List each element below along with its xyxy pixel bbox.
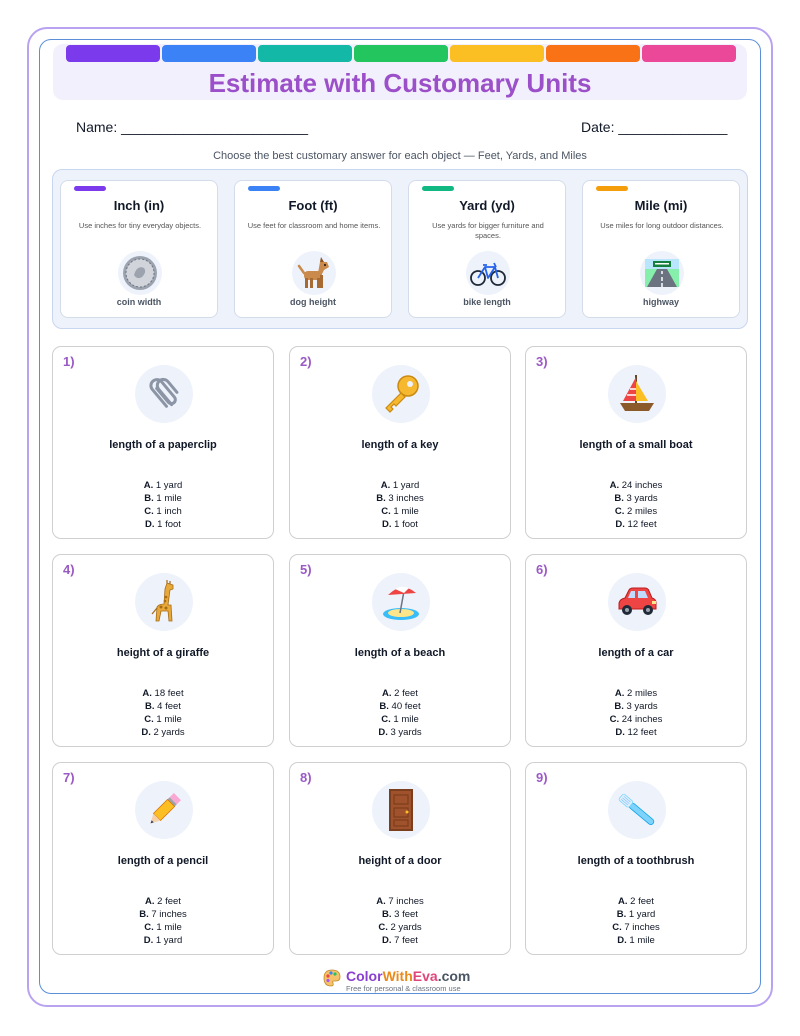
unit-title: Foot (ft) (288, 198, 338, 213)
answer-option[interactable]: D. 2 yards (141, 727, 185, 738)
answer-choices (290, 687, 510, 739)
question-prompt: height of a door (358, 855, 442, 867)
answer-choices (290, 479, 510, 531)
unit-description: Use yards for bigger furniture and spaces. (432, 221, 544, 240)
example-label: highway (642, 297, 679, 307)
answer-choices (53, 687, 273, 739)
answer-option[interactable]: D. 1 yard (143, 935, 183, 946)
answer-option[interactable]: A. 18 feet (142, 688, 184, 699)
reference-card-foot (234, 180, 392, 318)
paperclip-icon (135, 365, 193, 423)
answer-choices (53, 479, 273, 531)
beach-icon (372, 573, 430, 631)
rainbow-segment (162, 45, 256, 62)
question-card (52, 762, 274, 955)
key-icon (372, 365, 430, 423)
question-card (525, 762, 747, 955)
highway-icon (640, 251, 684, 295)
question-number: 3) (536, 354, 548, 369)
answer-option[interactable]: C. 7 inches (612, 922, 660, 933)
answer-option[interactable]: A. 2 feet (618, 896, 654, 907)
giraffe-icon (135, 573, 193, 631)
answer-choices (526, 479, 746, 531)
example-label: coin width (116, 297, 162, 307)
question-prompt: length of a pencil (117, 855, 209, 867)
question-number: 4) (63, 562, 75, 577)
rainbow-segment (66, 45, 160, 62)
rainbow-segment (450, 45, 544, 62)
answer-option[interactable]: C. 1 mile (381, 714, 419, 725)
answer-option[interactable]: C. 1 mile (144, 922, 182, 933)
answer-option[interactable]: B. 3 yards (614, 701, 658, 712)
question-prompt: length of a beach (354, 647, 446, 659)
instructions: Choose the best customary answer for each object — Feet, Yards, and Miles (213, 150, 587, 162)
palette-icon (322, 968, 342, 988)
rainbow-segment (546, 45, 640, 62)
question-number: 5) (300, 562, 312, 577)
unit-title: Mile (mi) (634, 198, 688, 213)
answer-choices (53, 895, 273, 947)
answer-option[interactable]: B. 1 yard (616, 909, 656, 920)
question-number: 8) (300, 770, 312, 785)
toothbrush-icon (608, 781, 666, 839)
question-card (52, 346, 274, 539)
reference-card-yard (408, 180, 566, 318)
answer-choices (290, 895, 510, 947)
bicycle-icon (466, 251, 510, 295)
question-prompt: length of a car (598, 647, 674, 659)
door-icon (372, 781, 430, 839)
question-number: 7) (63, 770, 75, 785)
name-field[interactable]: Name: ________________________ (76, 119, 308, 135)
reference-card-inch (60, 180, 218, 318)
question-card (525, 346, 747, 539)
answer-option[interactable]: C. 1 inch (144, 506, 182, 517)
answer-option[interactable]: D. 12 feet (615, 519, 657, 530)
answer-option[interactable]: A. 2 feet (382, 688, 418, 699)
unit-description: Use miles for long outdoor distances. (600, 221, 724, 230)
reference-card-mile (582, 180, 740, 318)
question-card (289, 554, 511, 747)
answer-option[interactable]: D. 7 feet (382, 935, 418, 946)
answer-option[interactable]: A. 1 yard (143, 480, 183, 491)
question-number: 2) (300, 354, 312, 369)
date-field[interactable]: Date: ______________ (581, 119, 728, 135)
question-prompt: length of a small boat (579, 439, 693, 451)
rainbow-segment (642, 45, 736, 62)
question-number: 6) (536, 562, 548, 577)
question-prompt: height of a giraffe (116, 647, 210, 659)
answer-option[interactable]: D. 3 yards (378, 727, 422, 738)
car-icon (608, 573, 666, 631)
answer-option[interactable]: C. 1 mile (381, 506, 419, 517)
answer-option[interactable]: D. 1 foot (145, 519, 181, 530)
answer-option[interactable]: B. 40 feet (379, 701, 421, 712)
rainbow-segment (354, 45, 448, 62)
question-prompt: length of a toothbrush (577, 855, 695, 867)
answer-option[interactable]: B. 4 feet (145, 701, 181, 712)
accent-bar (248, 186, 280, 191)
answer-option[interactable]: A. 1 yard (380, 480, 420, 491)
question-card (52, 554, 274, 747)
answer-option[interactable]: C. 2 miles (614, 506, 658, 517)
answer-choices (526, 895, 746, 947)
answer-option[interactable]: D. 1 foot (382, 519, 418, 530)
answer-choices (526, 687, 746, 739)
page-title: Estimate with Customary Units (208, 68, 592, 98)
brand-name[interactable]: ColorWithEva.com (346, 968, 471, 984)
pencil-icon (135, 781, 193, 839)
answer-option[interactable]: B. 7 inches (139, 909, 187, 920)
answer-option[interactable]: C. 24 inches (609, 714, 663, 725)
dog-icon (292, 251, 336, 295)
answer-option[interactable]: B. 3 feet (382, 909, 418, 920)
accent-bar (74, 186, 106, 191)
unit-title: Yard (yd) (459, 198, 515, 213)
answer-option[interactable]: A. 2 feet (145, 896, 181, 907)
question-card (289, 346, 511, 539)
answer-option[interactable]: A. 2 miles (614, 688, 658, 699)
question-number: 9) (536, 770, 548, 785)
rainbow-segment (258, 45, 352, 62)
question-card (289, 762, 511, 955)
footer-brand (320, 966, 490, 996)
question-prompt: length of a key (361, 439, 439, 451)
unit-description: Use inches for tiny everyday objects. (78, 221, 202, 230)
question-card (525, 554, 747, 747)
answer-option[interactable]: C. 2 yards (378, 922, 422, 933)
unit-description: Use feet for classroom and home items. (247, 221, 381, 230)
answer-option[interactable]: A. 24 inches (609, 480, 663, 491)
coin-icon (118, 251, 162, 295)
answer-option[interactable]: D. 12 feet (615, 727, 657, 738)
answer-option[interactable]: D. 1 mile (617, 935, 655, 946)
answer-option[interactable]: B. 3 inches (376, 493, 424, 504)
answer-option[interactable]: C. 1 mile (144, 714, 182, 725)
unit-title: Inch (in) (113, 198, 165, 213)
rainbow-strip (66, 45, 736, 62)
accent-bar (422, 186, 454, 191)
answer-option[interactable]: B. 1 mile (144, 493, 182, 504)
question-prompt: length of a paperclip (109, 439, 217, 451)
accent-bar (596, 186, 628, 191)
example-label: bike length (463, 297, 511, 307)
answer-option[interactable]: A. 7 inches (376, 896, 424, 907)
brand-tagline: Free for personal & classroom use (346, 984, 461, 993)
answer-option[interactable]: B. 3 yards (614, 493, 658, 504)
question-number: 1) (63, 354, 75, 369)
example-label: dog height (290, 297, 336, 307)
sailboat-icon (608, 365, 666, 423)
